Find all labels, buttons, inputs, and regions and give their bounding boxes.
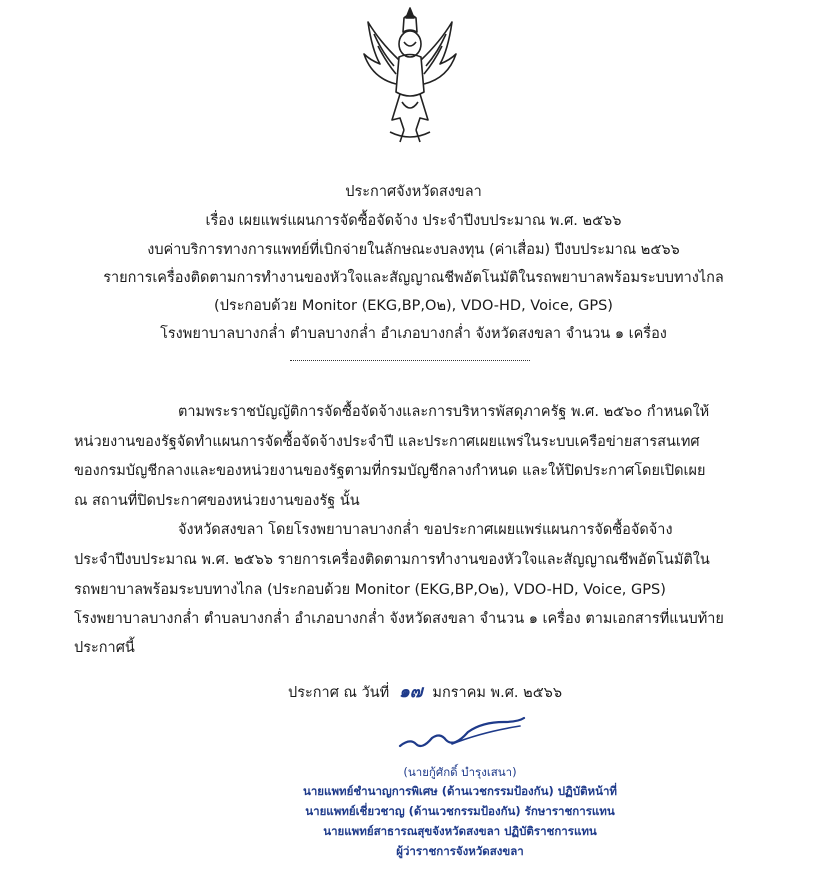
handwritten-signature-icon [392,708,542,758]
date-prefix: ประกาศ ณ วันที่ [288,685,390,701]
paragraph1-line4: ณ สถานที่ปิดประกาศของหน่วยงานของรัฐ นั้น [74,493,360,509]
paragraph2-line2: ประจำปีงบประมาณ พ.ศ. ๒๕๖๖ รายการเครื่องติดตามการทำงานของหัวใจและสัญญาณชีพอัตโนมัติใน [74,552,710,568]
paragraph2-line3: รถพยาบาลพร้อมระบบทางไกล (ประกอบด้วย Monitor (EKG,BP,O๒), VDO-HD, Voice, GPS) [74,582,666,598]
signer-title-4: ผู้ว่าราชการจังหวัดสงขลา [396,844,524,858]
heading-hospital: โรงพยาบาลบางกล่ำ ตำบลบางกล่ำ อำเภอบางกล่ำ จังหวัดสงขลา จำนวน ๑ เครื่อง [160,326,667,342]
paragraph1-line2: หน่วยงานของรัฐจัดทำแผนการจัดซื้อจัดจ้างประจำปี และประกาศเผยแพร่ในระบบเครือข่ายสารสนเทศ [74,434,700,450]
paragraph2-line5: ประกาศนี้ [74,640,135,656]
header-divider [290,360,530,361]
paragraph2-line4: โรงพยาบาลบางกล่ำ ตำบลบางกล่ำ อำเภอบางกล่ำ จังหวัดสงขลา จำนวน ๑ เครื่อง ตามเอกสารที่แนบท้าย [74,611,724,627]
heading-subject: เรื่อง เผยแพร่แผนการจัดซื้อจัดจ้าง ประจำปีงบประมาณ พ.ศ. ๒๕๖๖ [205,213,622,229]
signer-name: (นายกู้ศักดิ์ บำรุงเสนา) [403,765,517,779]
paragraph1-line3: ของกรมบัญชีกลางและของหน่วยงานของรัฐตามที่กรมบัญชีกลางกำหนด และให้ปิดประกาศโดยเปิดเผย [74,463,706,479]
date-suffix: มกราคม พ.ศ. ๒๕๖๖ [432,685,563,701]
paragraph1-line1: ตามพระราชบัญญัติการจัดซื้อจัดจ้างและการบริหารพัสดุภาครัฐ พ.ศ. ๒๕๖๐ กำหนดให้ [178,404,710,420]
paragraph2-line1: จังหวัดสงขลา โดยโรงพยาบาลบางกล่ำ ขอประกาศเผยแพร่แผนการจัดซื้อจัดจ้าง [178,522,673,538]
heading-components: (ประกอบด้วย Monitor (EKG,BP,O๒), VDO-HD, Voice, GPS) [214,298,613,314]
announcement-date [288,678,562,705]
date-day-handwritten: ๑๗ [399,682,423,702]
heading-item: รายการเครื่องติดตามการทำงานของหัวใจและสัญญาณชีพอัตโนมัติในรถพยาบาลพร้อมระบบทางไกล [103,270,724,286]
garuda-emblem-icon [360,2,460,152]
heading-announcement: ประกาศจังหวัดสงขลา [345,184,482,200]
signer-title-2: นายแพทย์เชี่ยวชาญ (ด้านเวชกรรมป้องกัน) รักษาราชการแทน [305,804,615,818]
signer-title-3: นายแพทย์สาธารณสุขจังหวัดสงขลา ปฏิบัติราชการแทน [323,824,597,838]
heading-budget: งบค่าบริการทางการแพทย์ที่เบิกจ่ายในลักษณะงบลงทุน (ค่าเสื่อม) ปีงบประมาณ ๒๕๖๖ [147,242,680,258]
signer-title-1: นายแพทย์ชำนาญการพิเศษ (ด้านเวชกรรมป้องกัน) ปฏิบัติหน้าที่ [302,784,618,798]
